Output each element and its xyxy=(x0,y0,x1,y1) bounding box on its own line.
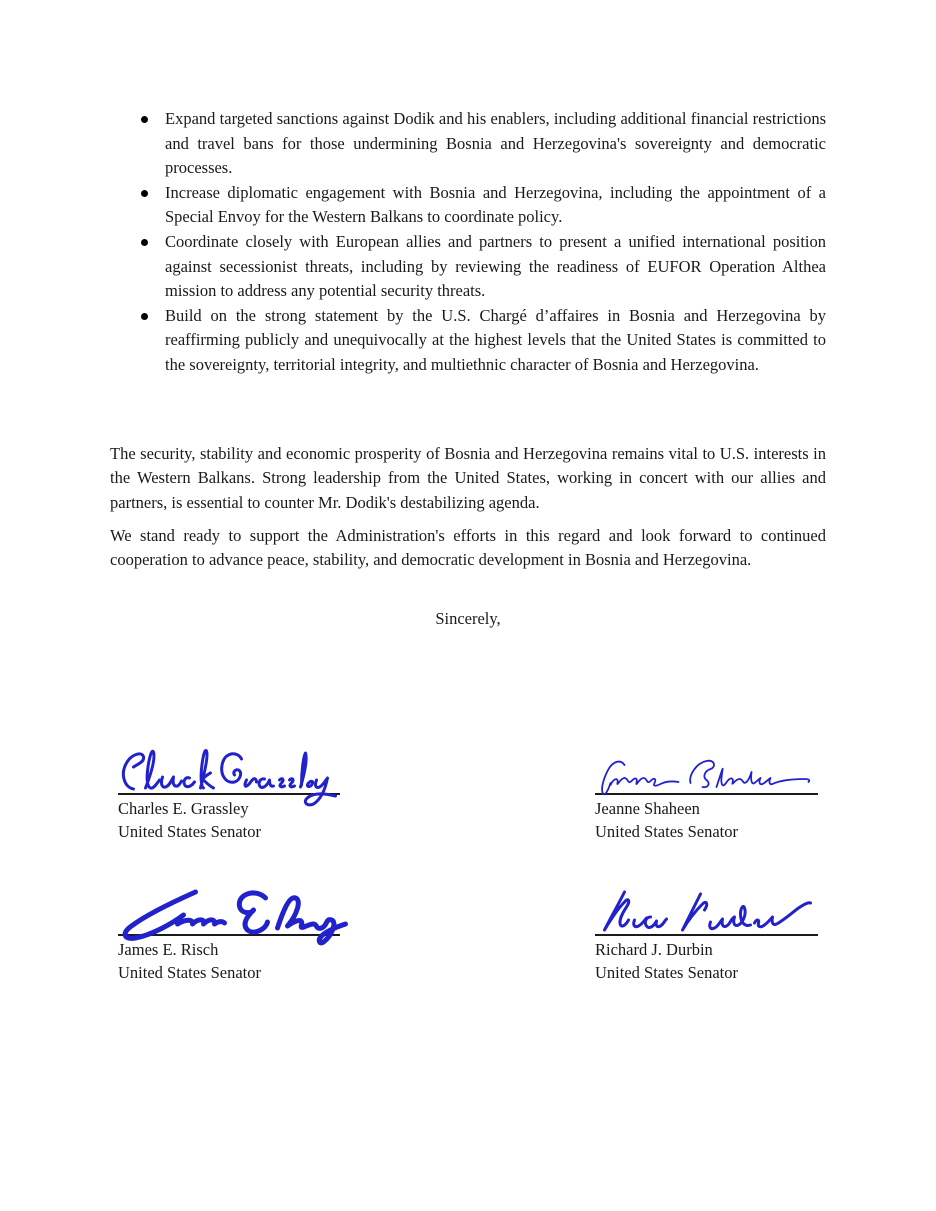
signatory-title: United States Senator xyxy=(118,821,261,841)
bullet-icon xyxy=(141,190,148,197)
signatory-name: Richard J. Durbin xyxy=(595,940,713,959)
paragraph-support: We stand ready to support the Administration's efforts in this regard and look forward to continued cooperation to advance peace, stability, and democratic development in Bosnia and Herzegovina. xyxy=(110,526,826,570)
signature-block-risch xyxy=(118,882,340,997)
signature-block-shaheen xyxy=(595,741,818,856)
bullet-list xyxy=(110,107,826,378)
signatory-title: United States Senator xyxy=(595,821,738,841)
bullet-item xyxy=(110,181,826,230)
bullet-item xyxy=(110,230,826,304)
bullet-text: Build on the strong statement by the U.S. Chargé d’affaires in Bosnia and Herzegovina by reaffirming publicly and unequivocally at the highest levels that the United States is committed to the sovereignty, territorial integrity, and multiethnic character of Bosnia and Herzegovina. xyxy=(165,305,826,374)
bullet-icon xyxy=(141,239,148,246)
signature-block-grassley xyxy=(118,741,340,856)
closing-salutation: Sincerely, xyxy=(435,609,501,628)
bullet-icon xyxy=(141,313,148,320)
signatory-name: Jeanne Shaheen xyxy=(595,799,700,818)
bullet-text: Increase diplomatic engagement with Bosnia and Herzegovina, including the appointment of a Special Envoy for the Western Balkans to coordinate policy. xyxy=(165,182,826,227)
bullet-icon xyxy=(141,116,148,123)
bullet-item xyxy=(110,107,826,181)
bullet-item xyxy=(110,304,826,378)
bullet-text: Expand targeted sanctions against Dodik and his enablers, including additional financial restrictions and travel bans for those undermining Bosnia and Herzegovina's sovereignty and democratic processes. xyxy=(165,109,826,178)
signature-block-durbin xyxy=(595,882,818,997)
signatory-title: United States Senator xyxy=(118,962,261,982)
signatory-title: United States Senator xyxy=(595,962,738,982)
signatory-name: James E. Risch xyxy=(118,940,219,959)
paragraph-security: The security, stability and economic prosperity of Bosnia and Herzegovina remains vital to U.S. interests in the Western Balkans. Strong leadership from the United States, working in concert with our allies and partners, is essential to counter Mr. Dodik's destabilizing agenda. xyxy=(110,444,826,512)
bullet-text: Coordinate closely with European allies and partners to present a unified international position against secessionist threats, including by reviewing the readiness of EUFOR Operation Althea mission to address any potential security threats. xyxy=(165,231,826,301)
signatory-name: Charles E. Grassley xyxy=(118,799,249,818)
